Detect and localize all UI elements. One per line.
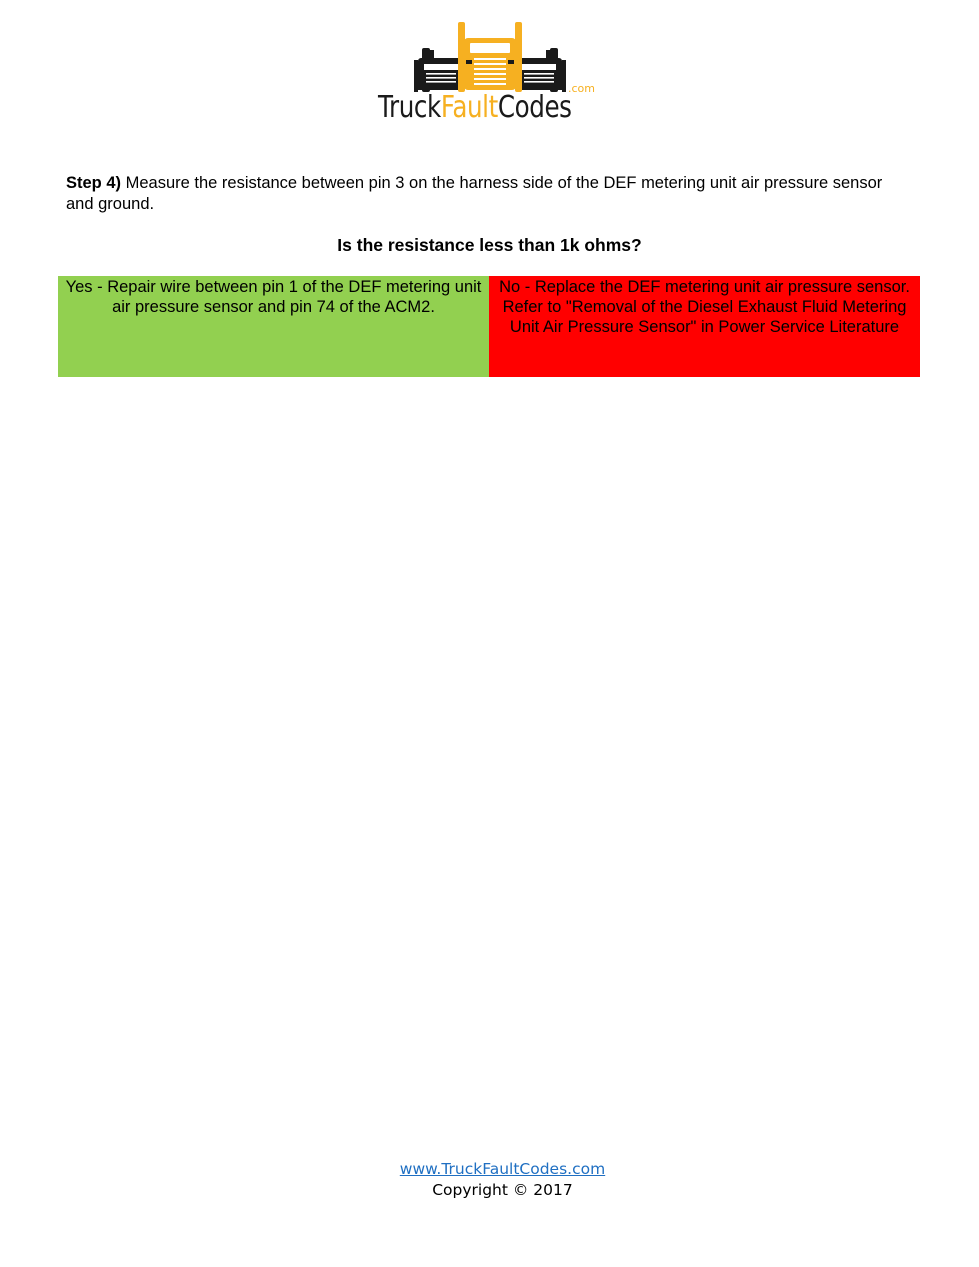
truckfaultcodes-logo [378,20,602,128]
answer-no-line-2: Refer to "Removal of the Diesel Exhaust Fluid Metering Unit Air Pressure Sensor" in Power Service Literature [502,298,907,337]
page-footer [0,1159,979,1201]
question-heading: Is the resistance less than 1k ohms? [337,235,642,255]
answer-no-cell [489,276,920,377]
logo-text-codes: Codes [497,90,572,125]
footer-copyright: Copyright © 2017 [432,1181,573,1199]
step-text: Measure the resistance between pin 3 on the harness side of the DEF metering unit air pressure sensor and ground. [66,174,883,213]
footer-website-link[interactable]: www.TruckFaultCodes.com [399,1160,606,1178]
answer-no-line-1: No - Replace the DEF metering unit air pressure sensor. [499,278,910,296]
step-label: Step 4) [66,174,122,192]
logo-text-truck: Truck [378,90,441,125]
answer-yes-cell: Yes - Repair wire between pin 1 of the DEF metering unit air pressure sensor and pin 74 of the ACM2. [58,276,489,377]
logo-text-fault: Fault [440,90,498,125]
answer-table [58,276,920,377]
logo-text-com: .com [568,82,595,95]
logo-wordmark [378,88,572,128]
step-instruction [66,173,906,215]
